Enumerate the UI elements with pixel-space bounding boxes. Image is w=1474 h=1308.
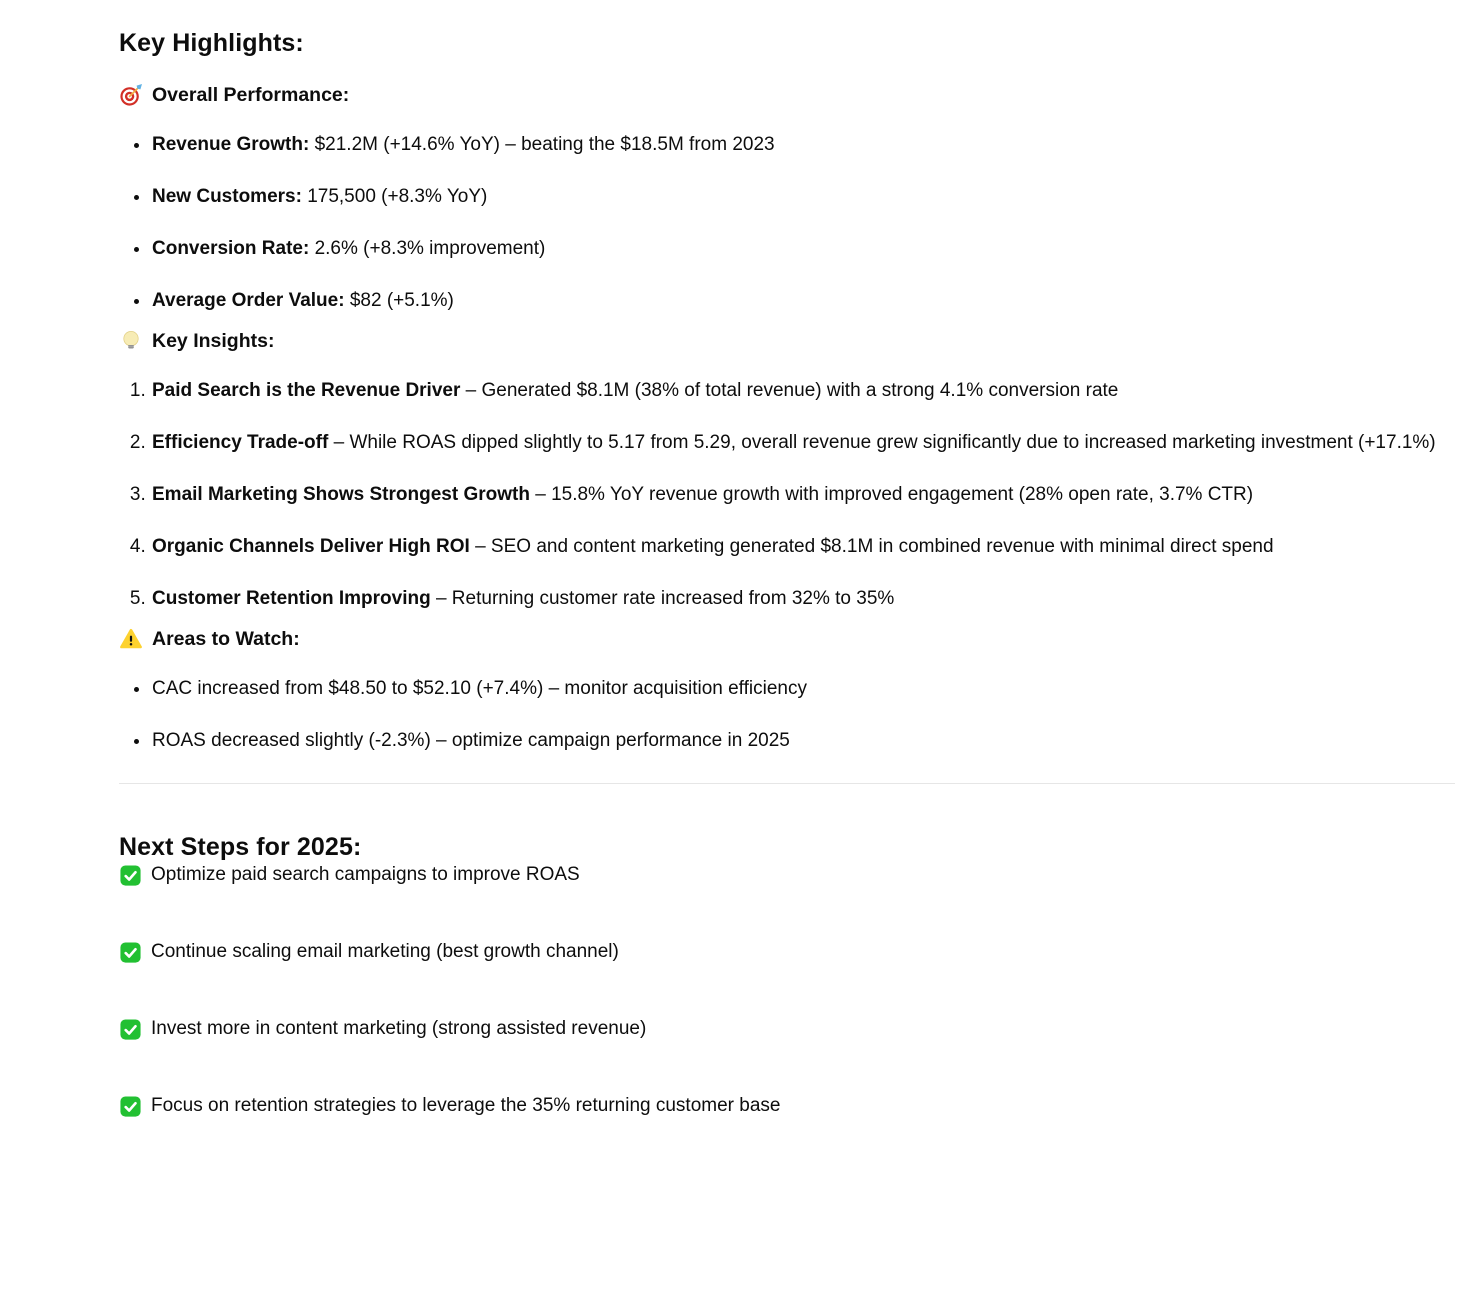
areas-to-watch-list xyxy=(119,670,1455,760)
insight-label: Paid Search is the Revenue Driver xyxy=(152,380,461,401)
metric-label: New Customers: xyxy=(152,186,302,207)
list-item xyxy=(151,528,1455,566)
list-item xyxy=(151,722,1455,760)
target-icon xyxy=(119,83,143,107)
metric-value: $21.2M (+14.6% YoY) – beating the $18.5M from 2023 xyxy=(309,134,775,155)
next-step-item xyxy=(119,1092,1455,1120)
metric-value: $82 (+5.1%) xyxy=(344,290,454,311)
insight-text: – Generated $8.1M (38% of total revenue) with a strong 4.1% conversion rate xyxy=(460,380,1119,401)
next-step-text: Invest more in content marketing (strong assisted revenue) xyxy=(151,1018,647,1039)
metric-label: Conversion Rate: xyxy=(152,238,310,259)
key-insights-label: Key Insights: xyxy=(152,330,275,352)
insight-label: Email Marketing Shows Strongest Growth xyxy=(152,484,530,505)
insight-label: Organic Channels Deliver High ROI xyxy=(152,536,470,557)
watch-text: ROAS decreased slightly (-2.3%) – optimize campaign performance in 2025 xyxy=(152,730,790,751)
list-item xyxy=(151,476,1455,514)
next-step-text: Optimize paid search campaigns to improve ROAS xyxy=(151,864,580,885)
list-item xyxy=(151,230,1455,268)
overall-performance-title xyxy=(119,81,1455,109)
section-divider xyxy=(119,783,1455,784)
areas-to-watch-label: Areas to Watch: xyxy=(152,628,300,650)
next-step-item xyxy=(119,938,1455,966)
next-steps-heading: Next Steps for 2025: xyxy=(119,833,362,861)
light-bulb-icon xyxy=(119,329,143,353)
next-step-text: Focus on retention strategies to leverage the 35% returning customer base xyxy=(151,1095,781,1116)
list-item xyxy=(151,424,1455,462)
key-highlights-heading: Key Highlights: xyxy=(119,29,304,57)
check-icon xyxy=(119,941,142,964)
list-item xyxy=(151,670,1455,708)
next-step-text: Continue scaling email marketing (best growth channel) xyxy=(151,941,619,962)
metric-value: 175,500 (+8.3% YoY) xyxy=(301,186,488,207)
watch-text: CAC increased from $48.50 to $52.10 (+7.4%) – monitor acquisition efficiency xyxy=(152,678,807,699)
list-item xyxy=(151,178,1455,216)
insight-label: Customer Retention Improving xyxy=(152,588,431,609)
next-step-item xyxy=(119,1015,1455,1043)
key-insights-title xyxy=(119,327,1455,355)
key-insights-list xyxy=(119,372,1455,618)
insight-label: Efficiency Trade-off xyxy=(152,432,329,453)
list-item xyxy=(151,126,1455,164)
insight-text: – 15.8% YoY revenue growth with improved engagement (28% open rate, 3.7% CTR) xyxy=(529,484,1254,505)
metric-label: Revenue Growth: xyxy=(152,134,310,155)
insight-text: – Returning customer rate increased from 32% to 35% xyxy=(430,588,895,609)
warning-icon xyxy=(119,627,143,651)
insight-text: – SEO and content marketing generated $8.1M in combined revenue with minimal direct spend xyxy=(469,536,1274,557)
metric-label: Average Order Value: xyxy=(152,290,345,311)
areas-to-watch-title xyxy=(119,625,1455,653)
overall-performance-label: Overall Performance: xyxy=(152,84,350,106)
overall-performance-list xyxy=(119,126,1455,320)
list-item xyxy=(151,580,1455,618)
insight-text: – While ROAS dipped slightly to 5.17 from 5.29, overall revenue grew significantly due to increased marketing investment (+17.1%) xyxy=(328,432,1436,453)
next-step-item xyxy=(119,861,1455,889)
check-icon xyxy=(119,1018,142,1041)
check-icon xyxy=(119,1095,142,1118)
metric-value: 2.6% (+8.3% improvement) xyxy=(309,238,546,259)
list-item xyxy=(151,282,1455,320)
list-item xyxy=(151,372,1455,410)
check-icon xyxy=(119,864,142,887)
